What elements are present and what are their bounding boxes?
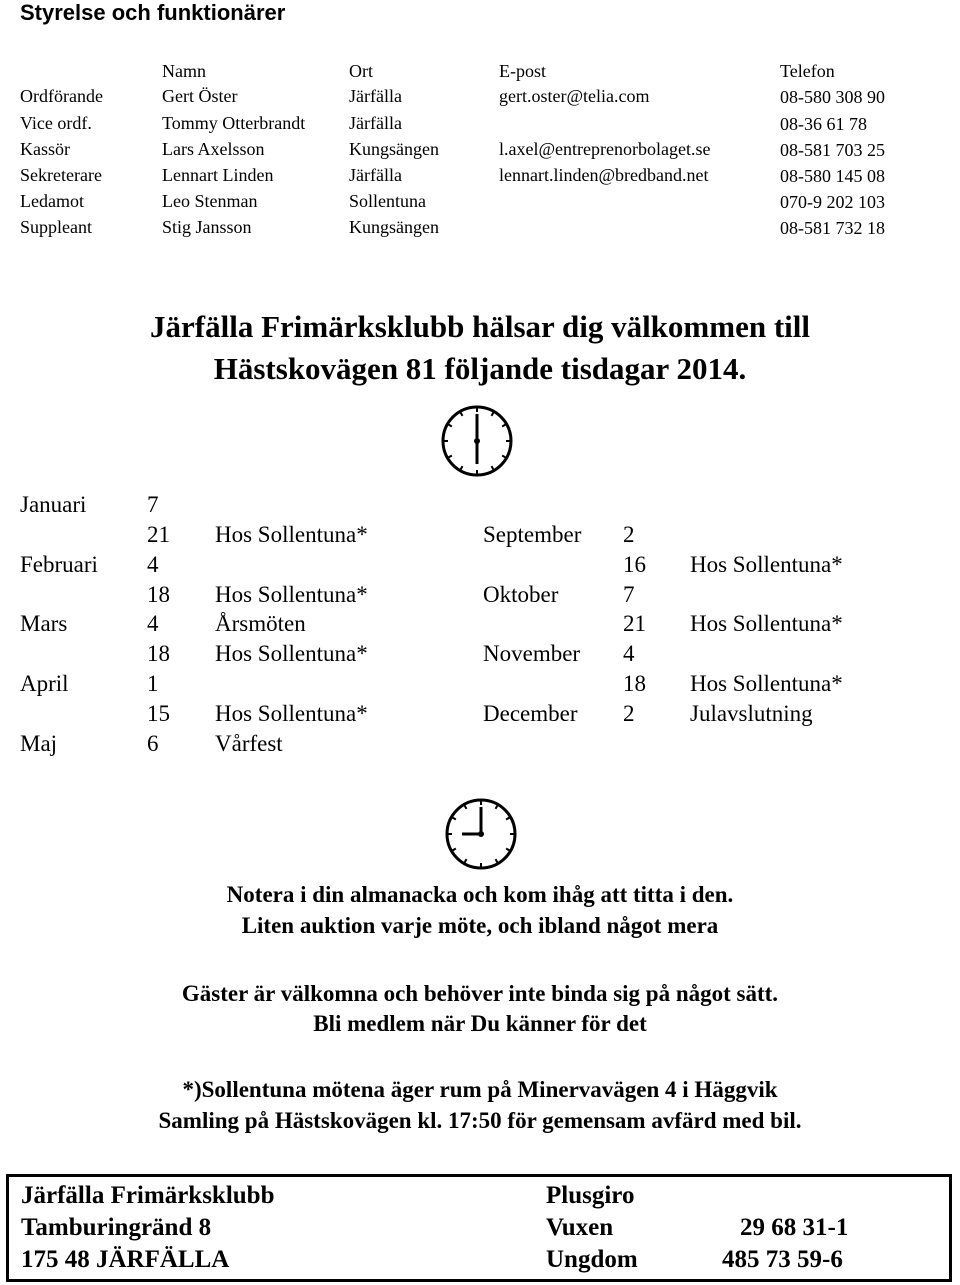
schedule-month: September [483, 522, 582, 547]
clock-tick [461, 466, 463, 469]
clock-tick [496, 859, 498, 862]
note-line-6: Samling på Hästskovägen kl. 17:50 för gemensam avfärd med bil. [158, 1108, 802, 1133]
clock-tick [461, 412, 463, 415]
clock-tick [492, 412, 494, 415]
schedule-month: Oktober [483, 582, 559, 607]
board-name: Lars Axelsson [162, 139, 265, 159]
board-header-phone: Telefon [780, 61, 835, 81]
schedule-note: Hos Sollentuna* [215, 522, 368, 547]
clock-tick [448, 456, 451, 458]
schedule-month: December [483, 701, 578, 726]
board-city: Järfälla [349, 86, 402, 106]
board-city: Järfälla [349, 165, 402, 185]
schedule-month: Maj [20, 731, 58, 756]
schedule-note: Hos Sollentuna* [215, 582, 368, 607]
board-email: l.axel@entreprenorbolaget.se [499, 139, 711, 159]
board-email: gert.oster@telia.com [499, 86, 650, 106]
board-phone: 070-9 202 103 [780, 192, 885, 212]
board-city: Kungsängen [349, 139, 439, 159]
note-line-2: Liten auktion varje möte, och ibland något mera [241, 913, 719, 938]
page-title: Styrelse och funktionärer [20, 0, 286, 25]
welcome-line-2: Hästskovägen 81 följande tisdagar 2014. [213, 351, 747, 386]
clock-tick [465, 805, 467, 808]
schedule-note: Årsmöten [215, 611, 306, 636]
schedule-note: Julavslutning [690, 701, 813, 726]
note-line-3: Gäster är välkomna och behöver inte binda sig på något sätt. [181, 981, 779, 1006]
board-city: Kungsängen [349, 217, 439, 237]
schedule-day: 7 [147, 492, 159, 517]
schedule-day: 4 [623, 641, 635, 666]
board-role: Sekreterare [20, 165, 102, 185]
note-line-4: Bli medlem när Du känner för det [313, 1011, 647, 1036]
board-role: Vice ordf. [20, 113, 92, 133]
clock-tick [448, 425, 451, 427]
clock-icon [444, 797, 518, 871]
schedule-day: 2 [623, 522, 635, 547]
board-header-name: Namn [162, 61, 206, 81]
footer-club-name: Järfälla Frimärksklubb [21, 1182, 275, 1209]
clock-tick [492, 466, 494, 469]
schedule-day: 18 [147, 582, 170, 607]
board-phone: 08-580 145 08 [780, 166, 885, 186]
schedule-day: 4 [147, 611, 159, 636]
clock-tick [502, 456, 505, 458]
schedule-note: Vårfest [215, 731, 283, 756]
clock-tick [452, 818, 455, 820]
footer-adult-number: 29 68 31-1 [740, 1214, 849, 1241]
board-name: Lennart Linden [162, 165, 274, 185]
clock-icon [440, 404, 514, 478]
schedule-day: 21 [623, 611, 646, 636]
board-phone: 08-36 61 78 [780, 114, 867, 134]
schedule-month: Mars [20, 611, 68, 636]
clock-tick [496, 805, 498, 808]
board-city: Sollentuna [349, 191, 426, 211]
board-role: Kassör [20, 139, 70, 159]
schedule-day: 2 [623, 701, 635, 726]
footer-box [6, 1174, 952, 1282]
schedule-day: 16 [623, 552, 646, 577]
footer-street: Tamburingränd 8 [21, 1214, 212, 1241]
board-role: Ledamot [20, 191, 84, 211]
board-name: Stig Jansson [162, 217, 252, 237]
schedule-note: Hos Sollentuna* [690, 552, 843, 577]
footer-adult-label: Vuxen [546, 1214, 614, 1241]
board-name: Leo Stenman [162, 191, 258, 211]
board-city: Järfälla [349, 113, 402, 133]
schedule-day: 1 [147, 671, 159, 696]
board-phone: 08-580 308 90 [780, 87, 885, 107]
board-phone: 08-581 732 18 [780, 218, 885, 238]
footer-plusgiro-label: Plusgiro [546, 1182, 635, 1209]
schedule-month: April [20, 671, 69, 696]
schedule-day: 18 [623, 671, 646, 696]
board-header-city: Ort [349, 61, 373, 81]
schedule-month: November [483, 641, 581, 666]
schedule-day: 6 [147, 731, 159, 756]
schedule-day: 18 [147, 641, 170, 666]
board-role: Ordförande [20, 86, 103, 106]
schedule-note: Hos Sollentuna* [215, 641, 368, 666]
clock-tick [506, 818, 509, 820]
board-name: Gert Öster [162, 86, 238, 106]
schedule-month: Januari [20, 492, 87, 517]
clock-tick [452, 849, 455, 851]
board-name: Tommy Otterbrandt [162, 113, 306, 133]
board-header-email: E-post [499, 61, 546, 81]
schedule-day: 4 [147, 552, 159, 577]
footer-youth-number: 485 73 59-6 [722, 1246, 843, 1273]
schedule-day: 21 [147, 522, 170, 547]
schedule-month: Februari [20, 552, 98, 577]
board-role: Suppleant [20, 217, 92, 237]
footer-postal: 175 48 JÄRFÄLLA [21, 1246, 230, 1273]
schedule-note: Hos Sollentuna* [690, 611, 843, 636]
clock-tick [502, 425, 505, 427]
board-email: lennart.linden@bredband.net [499, 165, 709, 185]
schedule-day: 7 [623, 582, 635, 607]
schedule-note: Hos Sollentuna* [215, 701, 368, 726]
board-phone: 08-581 703 25 [780, 140, 885, 160]
footer-youth-label: Ungdom [546, 1246, 638, 1273]
schedule-note: Hos Sollentuna* [690, 671, 843, 696]
welcome-line-1: Järfälla Frimärksklubb hälsar dig välkommen till [150, 309, 810, 344]
clock-tick [506, 849, 509, 851]
schedule-day: 15 [147, 701, 170, 726]
clock-tick [465, 859, 467, 862]
note-line-5: *)Sollentuna mötena äger rum på Minervavägen 4 i Häggvik [182, 1077, 778, 1102]
note-line-1: Notera i din almanacka och kom ihåg att titta i den. [226, 882, 734, 907]
